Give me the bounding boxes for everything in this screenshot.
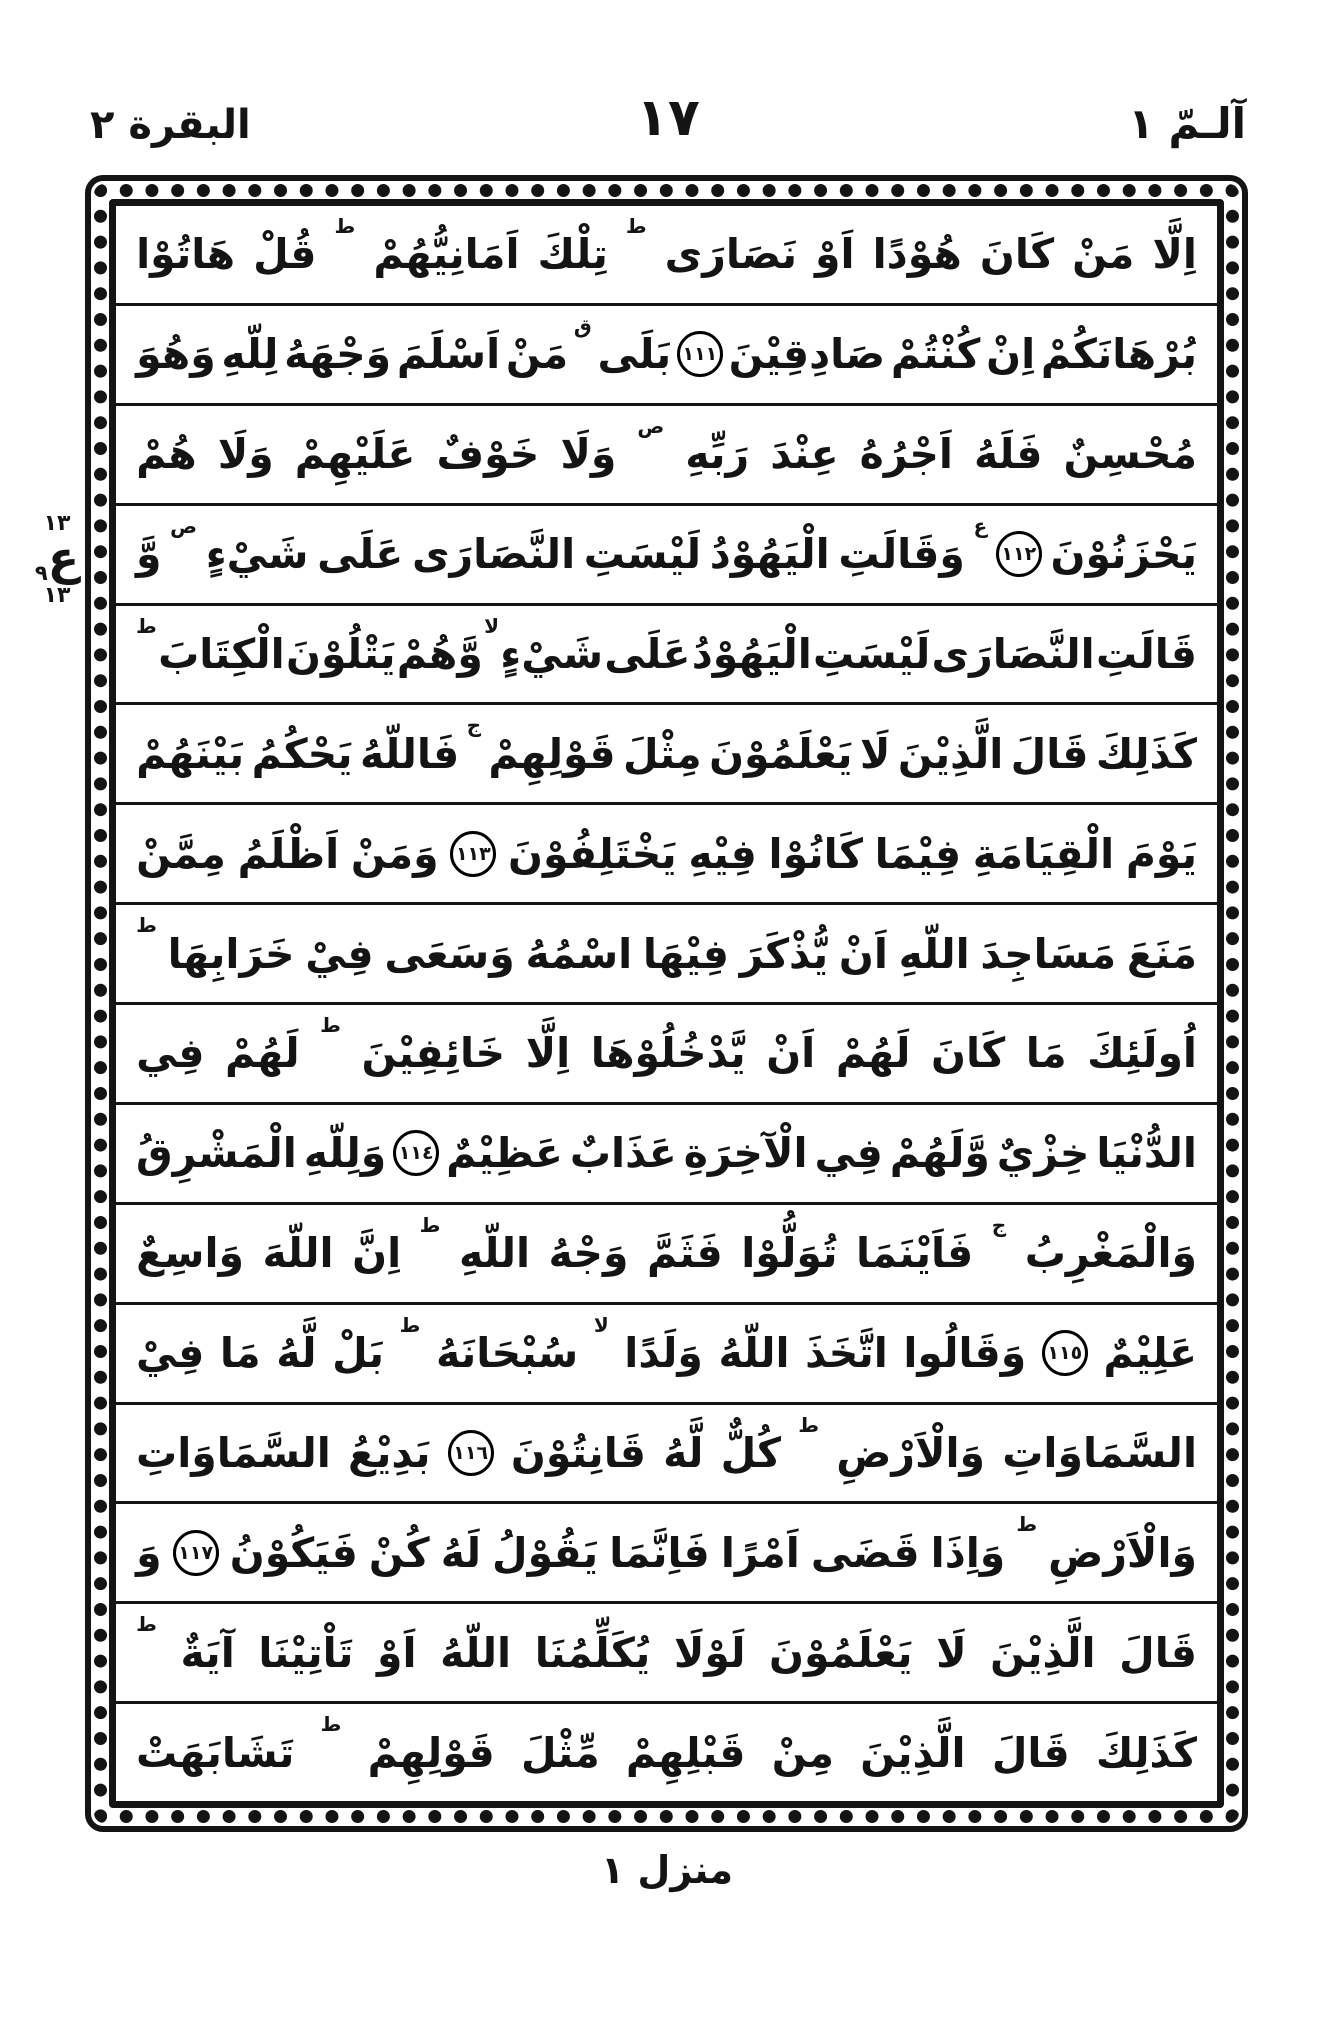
- word: مَا: [1025, 1029, 1067, 1078]
- ayah-number-badge: ١١٣: [450, 831, 496, 877]
- word: اللّهِ: [458, 1229, 531, 1278]
- word: الدُّنْيَا: [1096, 1129, 1197, 1178]
- word: كَانَ: [931, 1029, 1006, 1078]
- word: قَضَى: [810, 1528, 920, 1577]
- word: خَرَابِهَا: [167, 929, 295, 978]
- ayah-number-badge: ١١٢: [996, 531, 1042, 577]
- word: خِزْيٌ: [996, 1129, 1090, 1178]
- quran-line: [116, 1704, 1217, 1801]
- waqf-mark: ط: [334, 214, 356, 238]
- word: عِنْدَ: [770, 430, 839, 479]
- ruku-verse-count: ٩: [34, 561, 48, 586]
- word: وَلَدًا: [624, 1329, 703, 1378]
- word: مِّثْلَ: [520, 1728, 600, 1777]
- word: وَاِذَا: [930, 1528, 1006, 1577]
- frame-inner-border: [109, 199, 1224, 1808]
- word: اللّهَ: [262, 1229, 334, 1278]
- waqf-mark: ط: [625, 214, 647, 238]
- ruku-number-bottom: ١٣: [43, 583, 71, 609]
- word: لَّهُ: [663, 1428, 704, 1477]
- word: وَجْهُ: [548, 1229, 629, 1278]
- word: تِلْكَ: [537, 230, 608, 279]
- word: مِمَّنْ: [136, 829, 226, 878]
- waqf-mark: ط: [419, 1212, 441, 1237]
- quran-line: [116, 206, 1217, 306]
- word: عَلِيْمٌ: [1103, 1329, 1197, 1378]
- word: وَّلَهُمْ: [889, 1129, 990, 1178]
- word: وَالْمَغْرِبُ: [1024, 1229, 1197, 1278]
- ruku-ain-symbol: ع٩: [34, 531, 80, 586]
- waqf-mark: ط: [399, 1312, 421, 1337]
- word: الْيَهُوْدُ: [691, 629, 812, 678]
- quran-line: [116, 1205, 1217, 1305]
- word: وَهُوَ: [136, 330, 216, 379]
- word: فِيْهَا: [642, 929, 729, 978]
- ruku-marker: [24, 512, 90, 607]
- word: مِثْلَ: [622, 729, 702, 778]
- word: فِيْ: [136, 1329, 205, 1378]
- word: فِيْ: [305, 929, 374, 978]
- word: خَائِفِيْنَ: [361, 1029, 505, 1078]
- word: كَذَلِكَ: [1095, 729, 1197, 778]
- word: الْقِيَامَةِ: [972, 829, 1115, 878]
- waqf-mark: ط: [798, 1412, 819, 1437]
- word: وَّ: [136, 530, 162, 579]
- word: يُكَلِّمُنَا: [534, 1628, 651, 1677]
- word: اَنْ: [766, 1029, 816, 1078]
- word: فِي: [814, 1129, 883, 1178]
- waqf-mark: ط: [320, 1712, 342, 1737]
- word: السَّمَاوَاتِ: [1002, 1428, 1197, 1477]
- ayah-number-badge: ١١٧: [173, 1530, 219, 1576]
- quran-line: [116, 1105, 1217, 1205]
- waqf-mark: ق: [573, 313, 592, 338]
- word: وَلِلّهِ: [303, 1129, 387, 1178]
- word: يَقُوْلُ: [492, 1528, 599, 1577]
- quran-line: [116, 1405, 1217, 1505]
- word: اَنْ: [838, 929, 888, 978]
- word: يَخْتَلِفُوْنَ: [508, 829, 677, 878]
- manzil-label: منزل ١: [600, 1848, 734, 1892]
- word: لَوْلَا: [673, 1628, 746, 1677]
- quran-line: [116, 606, 1217, 706]
- word: وَقَالُوا: [903, 1329, 1027, 1378]
- quran-line: [116, 306, 1217, 406]
- waqf-mark: ج: [466, 713, 481, 738]
- word: وَلَا: [217, 430, 274, 479]
- waqf-mark: لا: [484, 613, 500, 638]
- word: اَوْ: [376, 1628, 417, 1677]
- quran-line: [116, 1504, 1217, 1604]
- word: الْآخِرَةِ: [683, 1129, 808, 1178]
- word: اَمْرًا: [720, 1528, 800, 1577]
- word: شَيْءٍ: [205, 530, 309, 579]
- word: فِيْمَا: [874, 829, 962, 878]
- word: اِنَّ: [352, 1229, 402, 1278]
- word: اِلَّا: [1152, 230, 1197, 279]
- word: يَعْلَمُوْنَ: [709, 729, 853, 778]
- word: بُرْهَانَكُمْ: [1040, 330, 1197, 379]
- waqf-mark: ص: [170, 513, 198, 538]
- quran-line: [116, 506, 1217, 606]
- word: الْيَهُوْدُ: [709, 530, 830, 579]
- quran-line: [116, 805, 1217, 905]
- word: النَّصَارَى: [931, 629, 1095, 678]
- word: مَنَعَ: [1126, 929, 1197, 978]
- waqf-mark: ط: [1016, 1512, 1038, 1537]
- word: قَالَ: [1119, 1628, 1197, 1677]
- word: مِنْ: [771, 1728, 834, 1777]
- frame-bead-border: [94, 184, 1239, 1823]
- word: لَهُ: [440, 1528, 481, 1577]
- waqf-mark: ط: [136, 913, 157, 938]
- word: تَشَابَهَتْ: [136, 1728, 295, 1777]
- word: كَانَ: [979, 230, 1055, 279]
- word: فَلَهُ: [973, 430, 1043, 479]
- word: بَلَى: [597, 330, 672, 379]
- word: قَوْلِهِمْ: [367, 1728, 495, 1777]
- word: لَا: [859, 729, 891, 778]
- word: هُمْ: [136, 430, 197, 479]
- word: يَعْلَمُوْنَ: [769, 1628, 913, 1677]
- quran-line: [116, 1005, 1217, 1105]
- word: خَوْفٌ: [436, 430, 540, 479]
- word: اَوْ: [815, 230, 855, 279]
- word: كُلٌّ: [720, 1428, 782, 1477]
- word: عَلَيْهِمْ: [294, 430, 416, 479]
- waqf-mark: ص: [637, 413, 665, 438]
- frame-outer-border: [85, 175, 1248, 1832]
- word: يَّدْخُلُوْهَا: [590, 1029, 746, 1078]
- quran-line: [116, 905, 1217, 1005]
- word: صَادِقِيْنَ: [728, 330, 886, 379]
- word: قَالَ: [991, 1728, 1070, 1777]
- waqf-mark: ج: [991, 1212, 1007, 1237]
- page-header: [90, 88, 1246, 148]
- waqf-mark: ط: [136, 613, 157, 638]
- quran-text-area: [116, 206, 1217, 1801]
- word: وَ: [136, 1528, 162, 1577]
- word: عَظِيْمٌ: [446, 1129, 563, 1178]
- ayah-number-badge: ١١٥: [1042, 1330, 1088, 1376]
- word: فَيَكُوْنُ: [229, 1528, 358, 1577]
- word: الَّذِيْنَ: [897, 729, 1004, 778]
- word: مَسَاجِدَ: [980, 929, 1117, 978]
- word: فَاِنَّمَا: [609, 1528, 710, 1577]
- word: لَهُمْ: [835, 1029, 911, 1078]
- word: الَّذِيْنَ: [860, 1728, 966, 1777]
- word: لِلّهِ: [221, 330, 279, 379]
- surah-title: البقرة ٢: [90, 102, 251, 148]
- word: بَيْنَهُمْ: [136, 729, 245, 778]
- word: كَذَلِكَ: [1095, 1728, 1197, 1777]
- word: وَسَعَى: [384, 929, 515, 978]
- word: الْمَشْرِقُ: [136, 1129, 297, 1178]
- quran-line: [116, 406, 1217, 506]
- quran-line: [116, 705, 1217, 805]
- word: اِلَّا: [525, 1029, 571, 1078]
- word: مَنْ: [1072, 230, 1135, 279]
- quran-line: [116, 1305, 1217, 1405]
- word: قَبْلِهِمْ: [625, 1728, 746, 1777]
- word: شَيْءٍ: [500, 629, 604, 678]
- waqf-mark: ط: [320, 1013, 341, 1037]
- word: وَاسِعٌ: [136, 1229, 244, 1278]
- word: اتَّخَذَ: [805, 1329, 888, 1378]
- word: وَلَا: [560, 430, 617, 479]
- word: وَقَالَتِ: [838, 530, 965, 579]
- word: مُحْسِنٌ: [1063, 430, 1197, 479]
- word: وَالْاَرْضِ: [836, 1428, 986, 1477]
- word: النَّصَارَى: [411, 530, 576, 579]
- word: فَثَمَّ: [646, 1229, 723, 1278]
- word: اللّهُ: [440, 1628, 512, 1677]
- ayah-number-badge: ١١٦: [448, 1430, 494, 1476]
- word: لَيْسَتِ: [583, 530, 702, 579]
- waqf-mark: ط: [136, 1612, 157, 1637]
- word: هَاتُوْا: [136, 230, 236, 279]
- word: تُوَلُّوْا: [741, 1229, 838, 1278]
- word: نَصَارَى: [664, 230, 798, 279]
- waqf-mark: لا: [593, 1312, 609, 1337]
- quran-line: [116, 1604, 1217, 1704]
- word: كَانُوْا: [768, 829, 863, 878]
- word: يُّذْكَرَ: [739, 929, 829, 978]
- word: قَوْلِهِمْ: [488, 729, 616, 778]
- word: اَجْرُهُ: [859, 430, 953, 479]
- word: فِي: [136, 1029, 205, 1078]
- word: اُولَئِكَ: [1087, 1029, 1197, 1078]
- ruku-number-top: ١٣: [43, 511, 71, 536]
- word: تَاْتِيْنَا: [258, 1628, 354, 1677]
- word: اللّهِ: [898, 929, 970, 978]
- word: بَدِيْعُ: [348, 1428, 431, 1477]
- word: وَمَنْ: [350, 829, 439, 878]
- word: الَّذِيْنَ: [990, 1628, 1096, 1677]
- word: اسْمُهُ: [525, 929, 633, 978]
- word: الْكِتَابَ: [158, 629, 285, 678]
- word: يَتْلُوْنَ: [285, 629, 396, 678]
- juz-title: آلـمّ ١: [1128, 99, 1246, 148]
- word: اللّهُ: [718, 1329, 790, 1378]
- word: عَذَابٌ: [569, 1129, 677, 1178]
- word: لَيْسَتِ: [813, 629, 931, 678]
- word: اِنْ: [986, 330, 1036, 379]
- word: السَّمَاوَاتِ: [136, 1428, 331, 1477]
- text-frame: [85, 175, 1248, 1832]
- ayah-number-badge: ١١٤: [393, 1130, 439, 1176]
- word: لَهُمْ: [224, 1029, 300, 1078]
- word: لَا: [936, 1628, 967, 1677]
- waqf-mark: ع: [973, 513, 988, 538]
- word: هُوْدًا: [872, 230, 962, 279]
- word: فِيْهِ: [688, 829, 757, 878]
- word: سُبْحَانَهُ: [435, 1329, 579, 1378]
- word: يَوْمَ: [1125, 829, 1197, 878]
- word: وَّهُمْ: [396, 629, 483, 678]
- word: يَحْزَنُوْنَ: [1050, 530, 1197, 579]
- ayah-number-badge: ١١١: [677, 331, 723, 377]
- word: لَّهُ: [276, 1329, 317, 1378]
- word: وَجْهَهُ: [284, 330, 392, 379]
- word: مَنْ: [505, 330, 569, 379]
- page-number: ١٧: [636, 88, 700, 148]
- word: كُنْتُمْ: [890, 330, 981, 379]
- word: قَانِتُوْنَ: [510, 1428, 646, 1477]
- word: بَلْ: [332, 1329, 385, 1378]
- word: اَظْلَمُ: [237, 829, 340, 878]
- word: فَاَيْنَمَا: [856, 1229, 974, 1278]
- word: اَسْلَمَ: [396, 330, 501, 379]
- word: قُلْ: [253, 230, 317, 279]
- word: وَالْاَرْضِ: [1048, 1528, 1197, 1577]
- word: رَبِّهِ: [685, 430, 750, 479]
- word: آيَةٌ: [180, 1628, 235, 1677]
- word: عَلَى: [317, 530, 404, 579]
- word: قَالَتِ: [1095, 629, 1197, 678]
- word: اَمَانِيُّهُمْ: [373, 230, 520, 279]
- word: قَالَ: [1010, 729, 1089, 778]
- word: مَا: [219, 1329, 261, 1378]
- word: فَاللّهُ: [359, 729, 460, 778]
- word: عَلَى: [604, 629, 691, 678]
- word: يَحْكُمُ: [251, 729, 353, 778]
- word: كُنْ: [368, 1528, 430, 1577]
